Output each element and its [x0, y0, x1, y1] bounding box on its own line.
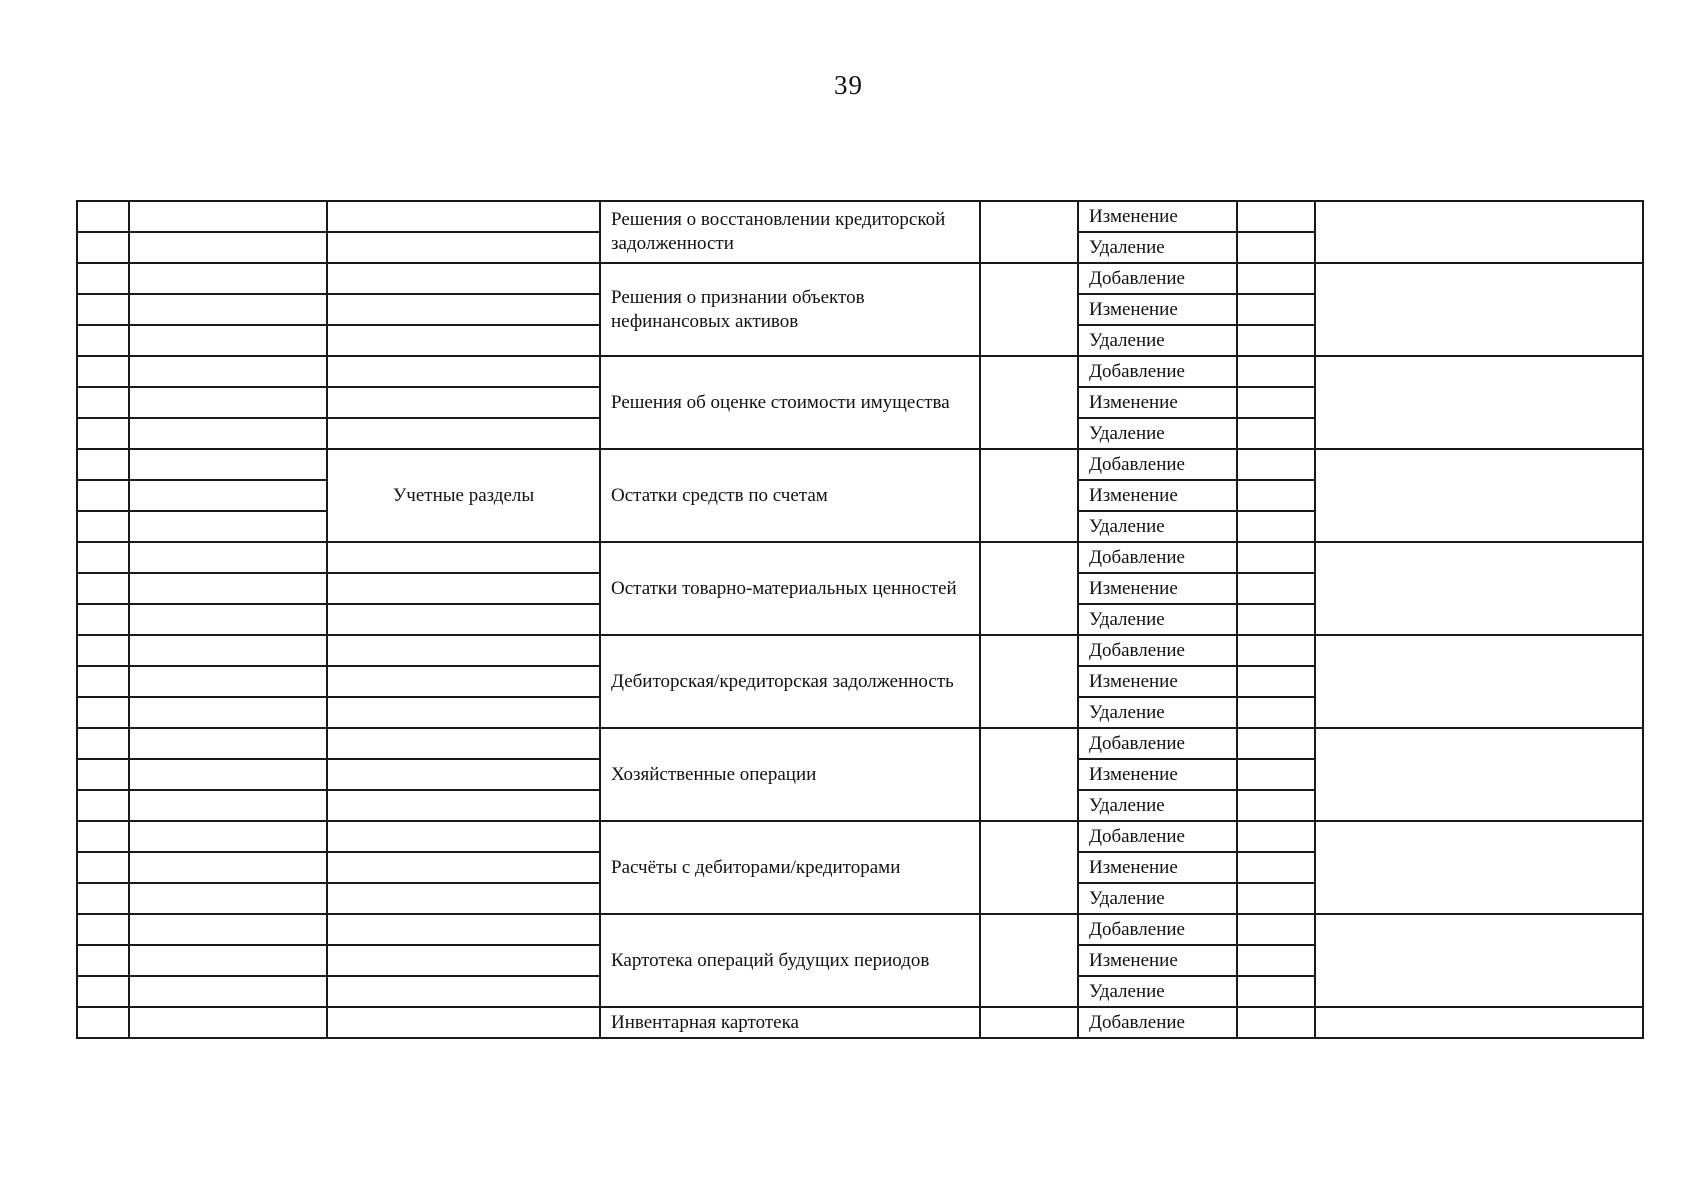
blank-cell [327, 263, 600, 294]
blank-cell [1237, 1007, 1315, 1038]
table-row [77, 1007, 1643, 1038]
blank-cell [129, 387, 327, 418]
blank-cell [1237, 480, 1315, 511]
blank-cell [1237, 263, 1315, 294]
blank-cell [1237, 759, 1315, 790]
object-cell [600, 542, 980, 635]
row-number-cell [77, 976, 129, 1007]
table-row [77, 356, 1643, 387]
operation-cell: Добавление [1078, 635, 1237, 666]
blank-cell [129, 976, 327, 1007]
blank-cell [327, 728, 600, 759]
object-name: Картотека операций будущих периодов [611, 949, 930, 971]
row-number-cell [77, 914, 129, 945]
operation-cell: Изменение [1078, 852, 1237, 883]
blank-cell [129, 790, 327, 821]
blank-cell [980, 914, 1078, 1007]
blank-cell [1237, 635, 1315, 666]
row-number-cell [77, 449, 129, 480]
blank-cell [980, 1007, 1078, 1038]
blank-cell [327, 666, 600, 697]
section-cell [327, 449, 600, 542]
object-cell [600, 821, 980, 914]
blank-cell [327, 573, 600, 604]
row-number-cell [77, 573, 129, 604]
operation-cell: Удаление [1078, 418, 1237, 449]
notes-cell [1315, 542, 1643, 635]
row-number-cell [77, 945, 129, 976]
operation-cell: Удаление [1078, 325, 1237, 356]
notes-cell [1315, 728, 1643, 821]
blank-cell [327, 914, 600, 945]
page-number: 39 [834, 70, 863, 100]
blank-cell [129, 263, 327, 294]
blank-cell [129, 883, 327, 914]
operation-cell: Добавление [1078, 728, 1237, 759]
object-cell [600, 914, 980, 1007]
blank-cell [327, 759, 600, 790]
operation-cell: Добавление [1078, 542, 1237, 573]
blank-cell [327, 697, 600, 728]
blank-cell [1237, 914, 1315, 945]
blank-cell [1237, 356, 1315, 387]
blank-cell [327, 201, 600, 232]
operation-cell: Добавление [1078, 821, 1237, 852]
object-cell [600, 728, 980, 821]
operations-table [76, 200, 1644, 1039]
object-name: Остатки товарно-материальных ценностей [611, 577, 957, 599]
blank-cell [1237, 511, 1315, 542]
blank-cell [129, 1007, 327, 1038]
blank-cell [129, 635, 327, 666]
operation-cell: Добавление [1078, 1007, 1237, 1038]
blank-cell [1237, 821, 1315, 852]
row-number-cell [77, 356, 129, 387]
blank-cell [1237, 604, 1315, 635]
object-cell [600, 635, 980, 728]
operation-cell: Добавление [1078, 263, 1237, 294]
notes-cell [1315, 263, 1643, 356]
blank-cell [129, 356, 327, 387]
blank-cell [129, 418, 327, 449]
blank-cell [1237, 666, 1315, 697]
blank-cell [1237, 852, 1315, 883]
blank-cell [1237, 418, 1315, 449]
row-number-cell [77, 325, 129, 356]
object-cell [600, 449, 980, 542]
blank-cell [980, 635, 1078, 728]
operation-cell: Удаление [1078, 790, 1237, 821]
operation-cell: Удаление [1078, 511, 1237, 542]
object-cell [600, 201, 980, 263]
operation-cell: Добавление [1078, 449, 1237, 480]
blank-cell [327, 790, 600, 821]
table-row [77, 542, 1643, 573]
blank-cell [1237, 542, 1315, 573]
notes-cell [1315, 449, 1643, 542]
object-name: Остатки средств по счетам [611, 484, 828, 506]
blank-cell [327, 542, 600, 573]
blank-cell [327, 356, 600, 387]
operation-cell: Изменение [1078, 666, 1237, 697]
notes-cell [1315, 356, 1643, 449]
blank-cell [327, 1007, 600, 1038]
blank-cell [129, 759, 327, 790]
operation-cell: Удаление [1078, 697, 1237, 728]
blank-cell [1237, 294, 1315, 325]
blank-cell [327, 883, 600, 914]
row-number-cell [77, 790, 129, 821]
operation-cell: Удаление [1078, 232, 1237, 263]
object-name: Инвентарная картотека [611, 1011, 799, 1033]
blank-cell [129, 325, 327, 356]
operation-cell: Изменение [1078, 759, 1237, 790]
row-number-cell [77, 852, 129, 883]
table-row [77, 914, 1643, 945]
blank-cell [129, 728, 327, 759]
blank-cell [327, 232, 600, 263]
blank-cell [327, 976, 600, 1007]
operation-cell: Изменение [1078, 573, 1237, 604]
object-name: Решения о признании объектов нефинансовых активов [611, 286, 865, 332]
notes-cell [1315, 821, 1643, 914]
notes-cell [1315, 1007, 1643, 1038]
blank-cell [129, 914, 327, 945]
blank-cell [1237, 883, 1315, 914]
row-number-cell [77, 387, 129, 418]
object-cell [600, 263, 980, 356]
table-row [77, 728, 1643, 759]
object-name: Расчёты с дебиторами/кредиторами [611, 856, 901, 878]
row-number-cell [77, 201, 129, 232]
row-number-cell [77, 542, 129, 573]
operation-cell: Изменение [1078, 294, 1237, 325]
blank-cell [980, 201, 1078, 263]
row-number-cell [77, 294, 129, 325]
operation-cell: Изменение [1078, 201, 1237, 232]
table-row [77, 201, 1643, 232]
blank-cell [129, 697, 327, 728]
blank-cell [129, 852, 327, 883]
object-name: Решения об оценке стоимости имущества [611, 391, 950, 413]
object-name: Решения о восстановлении кредиторской задолженности [611, 209, 946, 254]
object-name: Дебиторская/кредиторская задолженность [611, 670, 954, 692]
blank-cell [129, 449, 327, 480]
row-number-cell [77, 697, 129, 728]
blank-cell [327, 635, 600, 666]
operation-cell: Изменение [1078, 480, 1237, 511]
blank-cell [980, 263, 1078, 356]
blank-cell [129, 511, 327, 542]
blank-cell [327, 604, 600, 635]
blank-cell [327, 945, 600, 976]
table-row [77, 449, 1643, 480]
row-number-cell [77, 821, 129, 852]
row-number-cell [77, 728, 129, 759]
object-cell [600, 1007, 980, 1038]
row-number-cell [77, 759, 129, 790]
blank-cell [129, 480, 327, 511]
row-number-cell [77, 263, 129, 294]
blank-cell [1237, 232, 1315, 263]
object-name: Хозяйственные операции [611, 763, 817, 785]
blank-cell [327, 325, 600, 356]
row-number-cell [77, 232, 129, 263]
table-body [77, 201, 1643, 1038]
blank-cell [327, 821, 600, 852]
blank-cell [980, 356, 1078, 449]
blank-cell [327, 387, 600, 418]
blank-cell [1237, 697, 1315, 728]
blank-cell [1237, 976, 1315, 1007]
blank-cell [129, 573, 327, 604]
operation-cell: Изменение [1078, 945, 1237, 976]
row-number-cell [77, 604, 129, 635]
blank-cell [327, 294, 600, 325]
blank-cell [1237, 387, 1315, 418]
blank-cell [980, 449, 1078, 542]
blank-cell [1237, 573, 1315, 604]
row-number-cell [77, 511, 129, 542]
table-row [77, 635, 1643, 666]
blank-cell [1237, 790, 1315, 821]
row-number-cell [77, 635, 129, 666]
blank-cell [129, 666, 327, 697]
blank-cell [1237, 201, 1315, 232]
table-row [77, 263, 1643, 294]
blank-cell [129, 604, 327, 635]
blank-cell [980, 821, 1078, 914]
operation-cell: Удаление [1078, 883, 1237, 914]
object-cell [600, 356, 980, 449]
blank-cell [980, 542, 1078, 635]
row-number-cell [77, 666, 129, 697]
notes-cell [1315, 201, 1643, 263]
blank-cell [327, 418, 600, 449]
blank-cell [1237, 728, 1315, 759]
operation-cell: Добавление [1078, 356, 1237, 387]
blank-cell [327, 852, 600, 883]
operation-cell: Удаление [1078, 604, 1237, 635]
blank-cell [1237, 325, 1315, 356]
blank-cell [1237, 449, 1315, 480]
row-number-cell [77, 1007, 129, 1038]
table-row [77, 821, 1643, 852]
blank-cell [129, 821, 327, 852]
blank-cell [129, 201, 327, 232]
operation-cell: Изменение [1078, 387, 1237, 418]
blank-cell [129, 542, 327, 573]
operation-cell: Удаление [1078, 976, 1237, 1007]
row-number-cell [77, 418, 129, 449]
row-number-cell [77, 883, 129, 914]
operation-cell: Добавление [1078, 914, 1237, 945]
blank-cell [980, 728, 1078, 821]
blank-cell [129, 294, 327, 325]
notes-cell [1315, 914, 1643, 1007]
blank-cell [1237, 945, 1315, 976]
blank-cell [129, 945, 327, 976]
row-number-cell [77, 480, 129, 511]
section-label: Учетные разделы [392, 484, 535, 506]
blank-cell [129, 232, 327, 263]
notes-cell [1315, 635, 1643, 728]
